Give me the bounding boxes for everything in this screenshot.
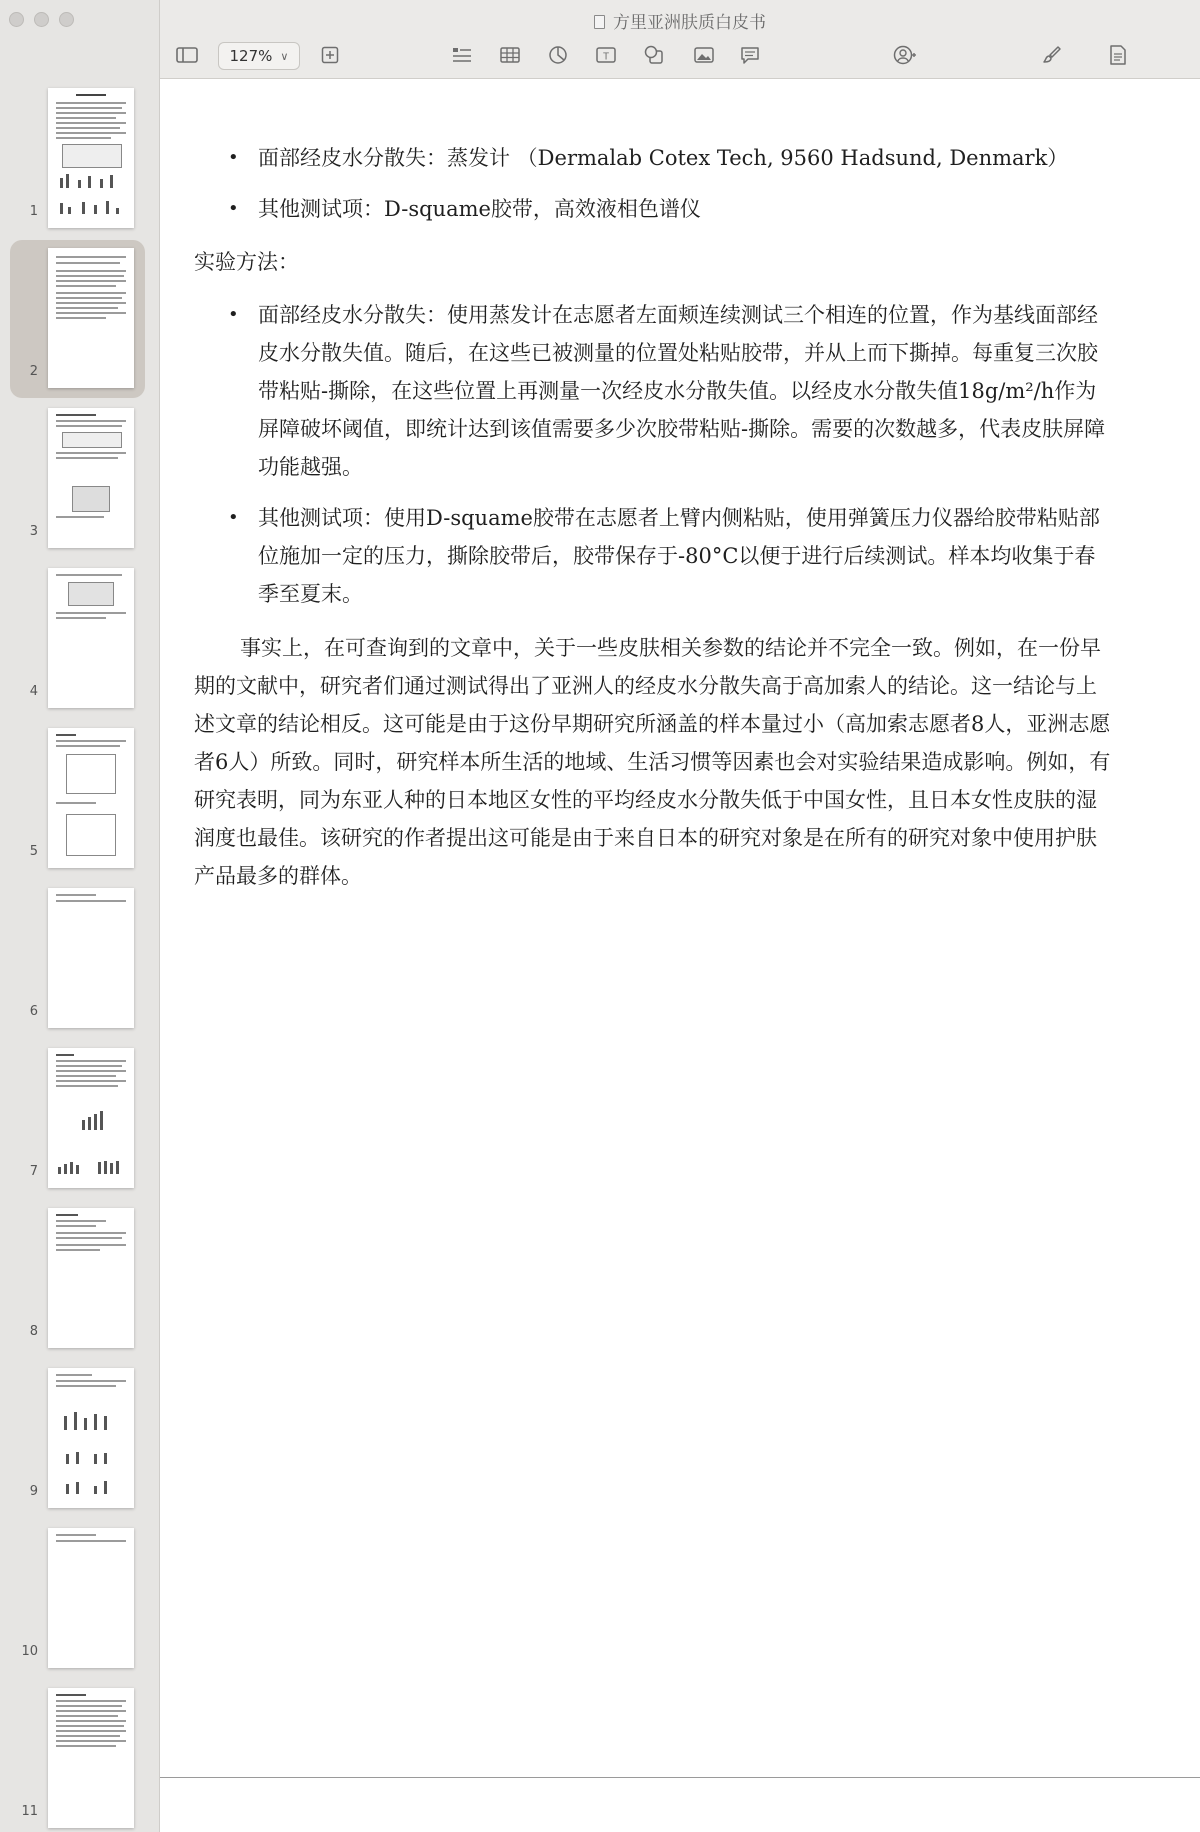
minimize-window-button[interactable]	[34, 12, 49, 27]
page-thumbnail-11[interactable]	[0, 1680, 159, 1832]
document-panel-button[interactable]	[1106, 42, 1130, 68]
image-icon	[694, 46, 714, 64]
bullet-marker: •	[228, 198, 239, 219]
thumbnail-page-number: 9	[29, 1484, 38, 1499]
thumbnail-image	[48, 408, 134, 548]
thumbnail-page-number: 4	[29, 684, 38, 699]
page-thumbnail-8[interactable]	[0, 1200, 159, 1360]
page-thumbnail-2[interactable]	[0, 240, 159, 400]
thumbnail-image	[48, 888, 134, 1028]
insert-table-button[interactable]	[498, 42, 522, 68]
shape-icon	[644, 45, 664, 65]
document-canvas[interactable]	[160, 79, 1200, 1832]
thumbnail-image	[48, 1528, 134, 1668]
bullet-marker: •	[228, 304, 239, 325]
insert-chart-button[interactable]	[546, 42, 570, 68]
format-button[interactable]	[1040, 42, 1064, 68]
add-page-icon	[321, 46, 339, 64]
insert-text-list-button[interactable]	[450, 42, 474, 68]
thumbnail-page-number: 3	[29, 524, 38, 539]
thumbnail-image	[48, 1208, 134, 1348]
bullet-marker: •	[228, 507, 239, 528]
insert-comment-button[interactable]	[738, 42, 762, 68]
window-controls	[9, 12, 74, 27]
comment-icon	[740, 45, 760, 65]
list-icon	[452, 46, 472, 64]
page-thumbnail-5[interactable]	[0, 720, 159, 880]
page-thumbnail-7[interactable]	[0, 1040, 159, 1200]
toolbar	[160, 0, 1200, 79]
thumbnail-image	[48, 88, 134, 228]
svg-text:T: T	[602, 51, 610, 63]
body-paragraph: 事实上，在可查询到的文章中，关于一些皮肤相关参数的结论并不完全一致。例如，在一份早期的文献中，研究者们通过测试得出了亚洲人的经皮水分散失高于高加索人的结论。这一结论与上述文章的结论相反。这可能是由于这份早期研究所涵盖的样本量过小（高加索志愿者8人，亚洲志愿者6人）所致。同时，研究样本所生活的地域、生活习惯等因素也会对实验结果造成影响。例如，有研究表明，同为东亚人种的日本地区女性的平均经皮水分散失低于中国女性，且日本女性皮肤的湿润度也最佳。该研究的作者提出这可能是由于来自日本的研究对象是在所有的研究对象中使用护肤产品最多的群体。	[194, 636, 1111, 888]
paintbrush-icon	[1042, 45, 1062, 65]
insert-shape-button[interactable]	[642, 42, 666, 68]
thumbnail-image	[48, 1368, 134, 1508]
window-title: 方里亚洲肤质白皮书	[160, 8, 1200, 33]
thumbnail-image	[48, 248, 134, 388]
equipment-item-other: 其他测试项：D-squame胶带，高效液相色谱仪	[258, 197, 701, 221]
page-thumbnail-10[interactable]	[0, 1520, 159, 1680]
page-thumbnail-4[interactable]	[0, 560, 159, 720]
thumbnail-image	[48, 1048, 134, 1188]
page-thumbnail-sidebar[interactable]	[0, 0, 160, 1832]
table-icon	[500, 46, 520, 64]
thumbnail-page-number: 2	[29, 364, 38, 379]
page-thumbnail-9[interactable]	[0, 1360, 159, 1520]
insert-media-button[interactable]	[692, 42, 716, 68]
insert-text-box-button[interactable]	[594, 42, 618, 68]
page-thumbnail-3[interactable]	[0, 400, 159, 560]
chart-icon	[548, 45, 568, 65]
page-break-divider	[160, 1777, 1200, 1778]
sidebar-toggle-button[interactable]	[174, 42, 200, 68]
bullet-marker: •	[228, 147, 239, 168]
thumbnail-page-number: 10	[21, 1644, 38, 1659]
sidebar-icon	[176, 46, 198, 64]
thumbnail-page-number: 5	[29, 844, 38, 859]
collaborate-button[interactable]	[890, 42, 920, 68]
text-box-icon	[596, 46, 616, 64]
thumbnail-image	[48, 568, 134, 708]
page-thumbnail-1[interactable]	[0, 80, 159, 240]
document-panel-icon	[1109, 45, 1127, 65]
collaborate-icon	[893, 45, 917, 65]
thumbnail-image	[48, 1688, 134, 1828]
thumbnail-page-number: 8	[29, 1324, 38, 1339]
thumbnail-image	[48, 728, 134, 868]
thumbnail-page-number: 1	[29, 204, 38, 219]
document-icon	[594, 15, 605, 29]
thumbnail-page-number: 7	[29, 1164, 38, 1179]
zoom-value: 127%	[229, 47, 273, 65]
chevron-down-icon: ∨	[280, 49, 289, 63]
method-item-tewl: 面部经皮水分散失：使用蒸发计在志愿者左面颊连续测试三个相连的位置，作为基线面部经皮水分散失值。随后，在这些已被测量的位置处粘贴胶带，并从上而下撕掉。每重复三次胶带粘贴-撕除，在这些位置上再测量一次经皮水分散失值。以经皮水分散失值18g/m²/h作为屏障破坏阈值，即统计达到该值需要多少次胶带粘贴-撕除。需要的次数越多，代表皮肤屏障功能越强。	[258, 303, 1106, 479]
thumbnail-page-number: 11	[21, 1804, 38, 1819]
page-thumbnail-6[interactable]	[0, 880, 159, 1040]
thumbnail-page-number: 6	[29, 1004, 38, 1019]
add-page-button[interactable]	[318, 42, 342, 68]
zoom-window-button[interactable]	[59, 12, 74, 27]
close-window-button[interactable]	[9, 12, 24, 27]
method-item-other: 其他测试项：使用D-squame胶带在志愿者上臂内侧粘贴，使用弹簧压力仪器给胶带粘贴部位施加一定的压力，撕除胶带后，胶带保存于-80°C以便于进行后续测试。样本均收集于春季至夏末。	[258, 506, 1100, 606]
zoom-dropdown[interactable]	[218, 42, 300, 70]
methods-heading: 实验方法：	[194, 250, 299, 274]
equipment-item-tewl: 面部经皮水分散失：蒸发计 （Dermalab Cotex Tech, 9560 Hadsund, Denmark）	[258, 146, 1069, 170]
